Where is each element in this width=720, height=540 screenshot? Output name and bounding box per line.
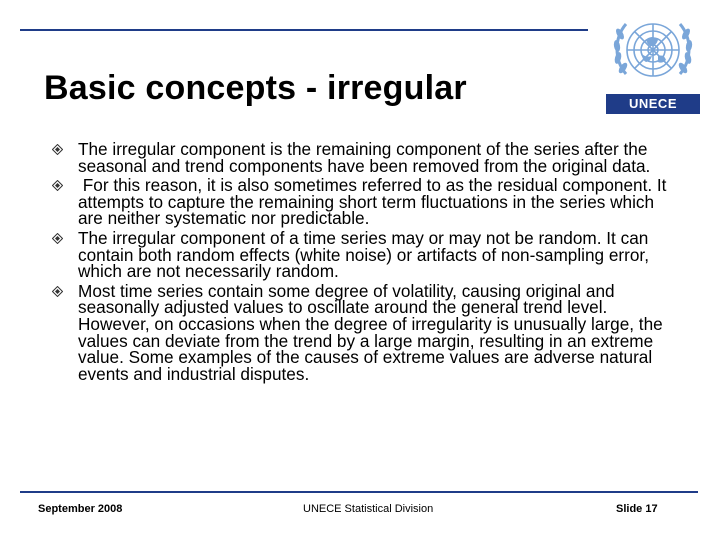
diamond-bullet-icon xyxy=(52,233,63,244)
list-item xyxy=(52,280,672,384)
list-item xyxy=(52,227,672,282)
bullet-text: The irregular component is the remaining component of the series after the seasonal and trend components have been removed from the original data. xyxy=(78,139,651,176)
un-emblem-icon xyxy=(606,10,700,94)
bullet-text: For this reason, it is also sometimes referred to as the residual component. It attempts to capture the remaining short term fluctuations in the series which are neither systematic nor predictable. xyxy=(78,175,672,229)
footer-organization: UNECE Statistical Division xyxy=(303,503,434,515)
bottom-divider xyxy=(20,491,698,493)
bullet-text: Most time series contain some degree of volatility, causing original and seasonally adjusted values to oscillate around the general trend level. However, on occasions when the degree of irregularity is unusually large, the values can deviate from the trend by a large margin, resulting in an extreme value. Some examples of the causes of extreme values are adverse natural events and industrial disputes. xyxy=(78,280,663,384)
diamond-bullet-icon xyxy=(52,144,63,155)
list-item xyxy=(52,141,672,174)
logo-label: UNECE xyxy=(606,94,700,114)
diamond-bullet-icon xyxy=(52,286,63,297)
footer-date: September 2008 xyxy=(38,503,123,515)
unece-logo xyxy=(606,10,700,114)
top-divider xyxy=(20,29,588,31)
list-item xyxy=(52,177,672,227)
bullet-text: The irregular component of a time series may or may not be random. It can contain both random effects (white noise) or artifacts of non-sampling error, which are not necessarily random. xyxy=(78,227,649,282)
slide-number: Slide 17 xyxy=(616,503,658,515)
diamond-bullet-icon xyxy=(52,180,63,191)
slide-title: Basic concepts - irregular xyxy=(44,69,467,107)
bullet-list xyxy=(52,141,672,385)
